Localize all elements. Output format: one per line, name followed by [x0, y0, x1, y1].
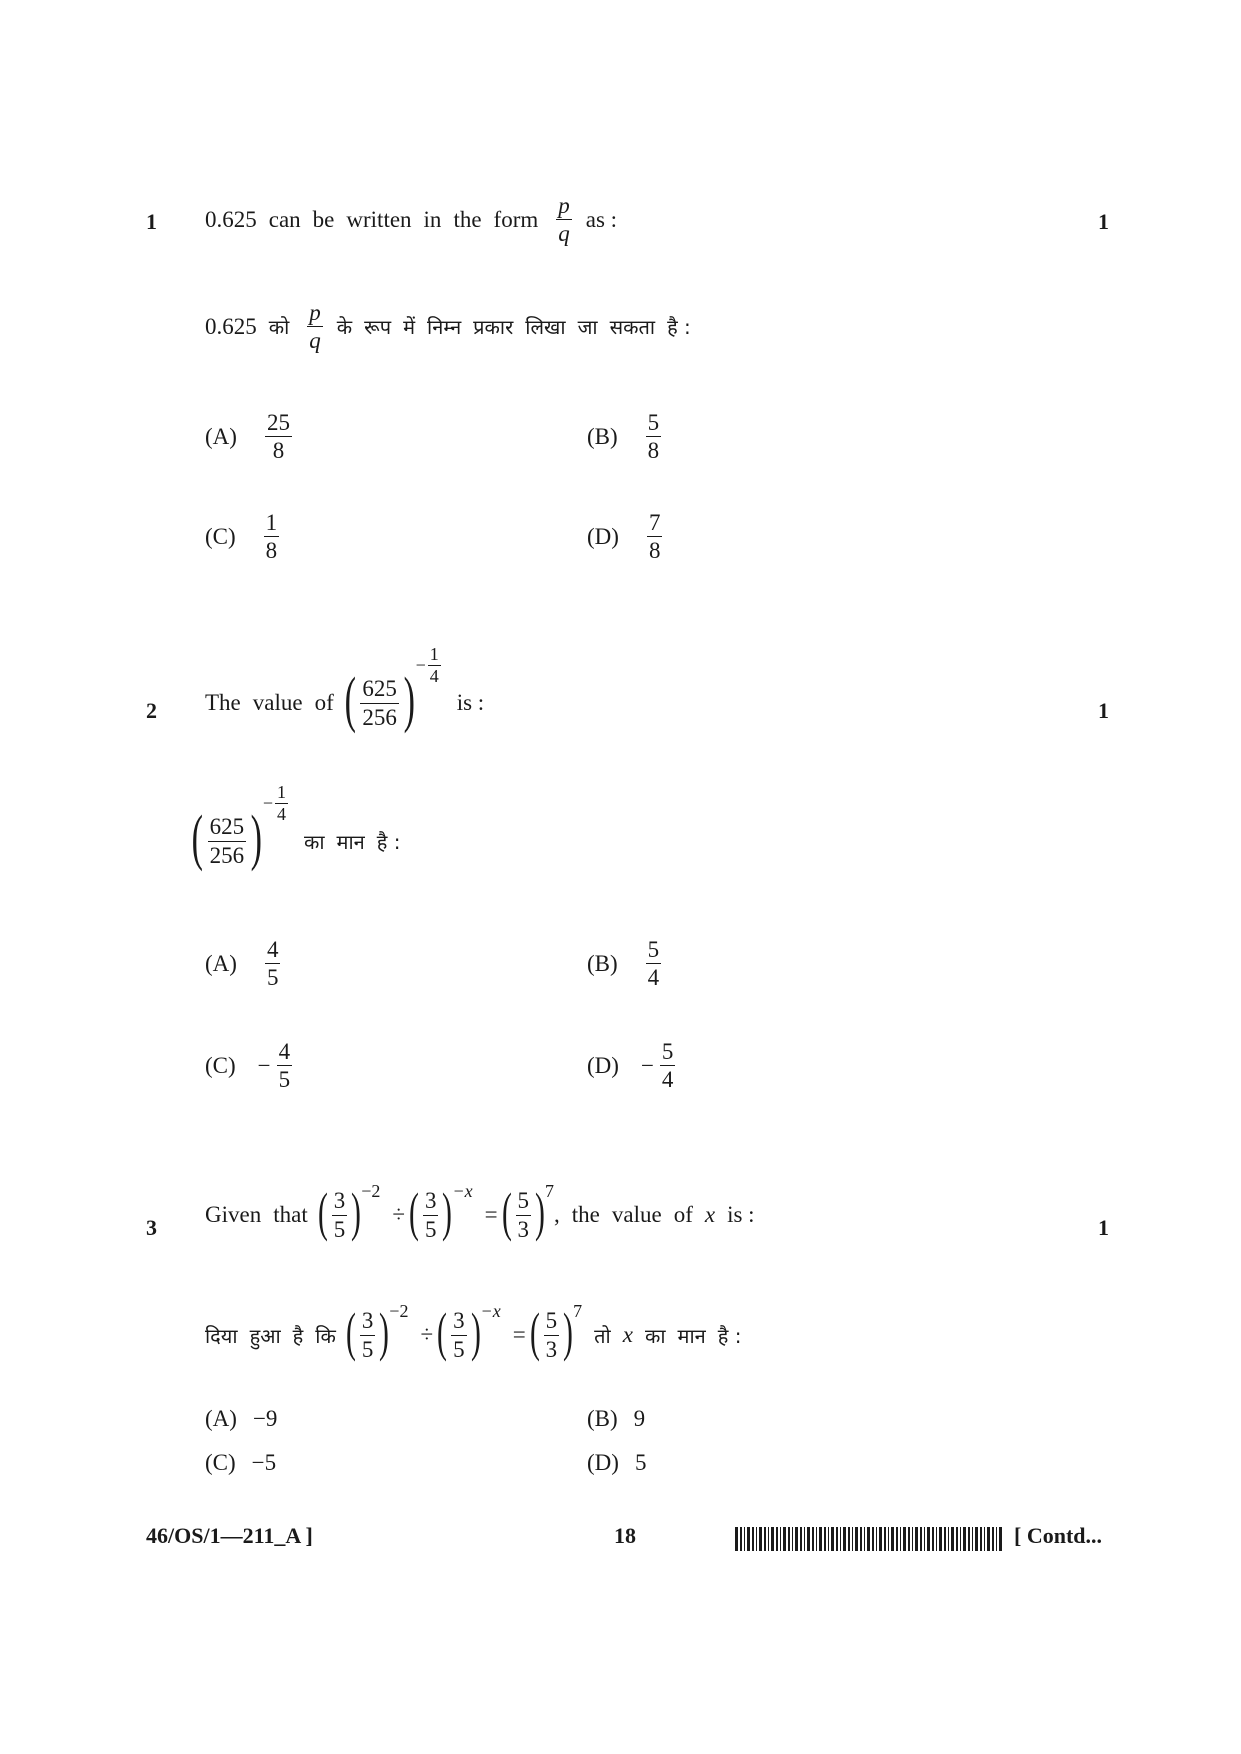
option-value: 9	[633, 1406, 646, 1431]
fraction-denominator: 256	[362, 704, 397, 730]
fraction	[360, 1308, 376, 1362]
fraction-denominator: 5	[333, 1216, 346, 1242]
fraction-numerator: 4	[265, 937, 281, 964]
math-expression	[529, 1300, 588, 1362]
q-word: दिया	[205, 1323, 238, 1348]
exponent: −x	[452, 1180, 473, 1201]
fraction	[332, 1188, 348, 1242]
divide-sign: ÷	[392, 1202, 405, 1227]
q-word: form	[493, 206, 539, 232]
fraction-numerator: 5	[544, 1308, 560, 1335]
divide-sign: ÷	[420, 1322, 434, 1347]
exponent	[263, 783, 290, 824]
left-paren-icon: (	[317, 1182, 328, 1242]
option-b[interactable]	[587, 410, 667, 464]
question-text-hi	[205, 1300, 753, 1362]
right-paren-icon: )	[250, 804, 263, 872]
fraction-numerator: 7	[647, 510, 663, 537]
option-value: −5	[251, 1450, 277, 1475]
fraction-denominator: 5	[424, 1216, 437, 1242]
option-a[interactable]	[205, 410, 298, 464]
fraction-numerator: 3	[423, 1188, 439, 1215]
fraction	[556, 193, 572, 247]
paper-code: 46/OS/1—211_A ]	[146, 1523, 313, 1548]
right-paren-icon: )	[379, 1302, 390, 1362]
question-text-en	[205, 193, 617, 247]
q-word: in	[423, 206, 442, 232]
q-word: के	[336, 315, 353, 340]
right-paren-icon: )	[470, 1302, 481, 1362]
option-label: (A)	[205, 1406, 237, 1431]
q-word: the	[453, 206, 482, 232]
question-marks: 1	[1098, 698, 1109, 723]
fraction-numerator: 5	[646, 937, 662, 964]
fraction-denominator: 4	[429, 665, 439, 686]
fraction-numerator: p	[556, 193, 572, 220]
math-expression	[345, 1300, 415, 1362]
page-number: 18	[614, 1523, 636, 1548]
option-c[interactable]	[205, 1450, 276, 1476]
option-label: (C)	[205, 523, 236, 549]
q-word: जा	[577, 315, 598, 340]
q-word: है	[292, 1323, 304, 1348]
fraction-numerator: 1	[264, 510, 280, 537]
option-label: (B)	[587, 950, 618, 976]
left-paren-icon: (	[345, 1302, 356, 1362]
fraction	[265, 937, 281, 991]
fraction-denominator: 5	[361, 1336, 374, 1362]
option-label: (D)	[587, 523, 619, 549]
continued-label: [ Contd...	[1014, 1523, 1103, 1548]
option-c[interactable]	[205, 510, 285, 564]
exponent: 7	[545, 1180, 555, 1201]
option-b[interactable]	[587, 1406, 645, 1432]
question-text-en	[205, 643, 485, 734]
q-word: is :	[456, 690, 485, 715]
fraction	[423, 1188, 439, 1242]
fraction-denominator: 3	[545, 1336, 558, 1362]
q-word: रूप	[364, 315, 392, 340]
option-b[interactable]	[587, 937, 667, 991]
option-sign: −	[257, 1052, 271, 1078]
left-paren-icon: (	[501, 1182, 512, 1242]
q-word: x	[704, 1202, 716, 1227]
left-paren-icon: (	[529, 1302, 540, 1362]
q-word: value	[611, 1202, 662, 1227]
fraction-numerator: 1	[429, 643, 439, 664]
option-label: (D)	[587, 1052, 619, 1078]
left-paren-icon: (	[437, 1302, 448, 1362]
fraction-numerator: 3	[451, 1308, 467, 1335]
option-value: 5	[634, 1450, 647, 1475]
exponent-sign: −	[262, 792, 273, 813]
q-word: The	[205, 690, 241, 715]
left-paren-icon: (	[191, 804, 204, 872]
equals-sign: =	[484, 1202, 498, 1227]
fraction	[264, 510, 280, 564]
fraction-denominator: 8	[648, 538, 661, 564]
q-word: is :	[727, 1202, 755, 1227]
fraction-numerator: 1	[276, 781, 286, 802]
fraction-denominator: 4	[276, 803, 286, 824]
fraction	[360, 676, 399, 730]
fraction-denominator: 5	[266, 965, 279, 991]
exponent: −2	[361, 1180, 381, 1201]
fraction	[516, 1188, 532, 1242]
question-marks: 1	[1098, 209, 1109, 234]
q-word: can	[268, 206, 301, 232]
fraction	[265, 410, 292, 464]
equals-sign: =	[512, 1322, 526, 1347]
q-word: of	[314, 690, 334, 715]
option-d[interactable]	[587, 1039, 681, 1093]
q-word: ,	[554, 1202, 560, 1227]
right-paren-icon: )	[403, 666, 415, 734]
fraction-denominator: 8	[272, 438, 285, 464]
math-expression	[317, 1180, 387, 1242]
right-paren-icon: )	[535, 1182, 545, 1242]
barcode-icon	[735, 1527, 1003, 1551]
q-word: का	[644, 1323, 666, 1348]
fraction-denominator: 4	[661, 1067, 674, 1093]
option-c[interactable]	[205, 1039, 298, 1093]
q-word: में	[403, 315, 416, 340]
left-paren-icon: (	[344, 666, 356, 734]
fraction-numerator: 3	[360, 1308, 376, 1335]
q-word: 0.625	[205, 206, 257, 232]
fraction-numerator: 25	[265, 410, 292, 437]
option-d[interactable]	[587, 510, 668, 564]
option-label: (C)	[205, 1450, 236, 1475]
q-word: कि	[315, 1323, 336, 1348]
option-sign: −	[640, 1052, 654, 1078]
right-paren-icon: )	[442, 1182, 453, 1242]
question-number: 1	[146, 209, 157, 234]
option-label: (A)	[205, 423, 237, 449]
q-word: है :	[667, 315, 691, 340]
q-word: मान	[336, 829, 365, 854]
fraction-numerator: 5	[646, 410, 662, 437]
fraction	[646, 410, 662, 464]
fraction-denominator: 8	[265, 538, 278, 564]
exponent: −2	[389, 1300, 409, 1321]
q-word: हुआ	[249, 1323, 281, 1348]
fraction-numerator: p	[307, 300, 323, 327]
fraction-denominator: 4	[647, 965, 660, 991]
option-a[interactable]	[205, 937, 286, 991]
fraction-denominator: 256	[209, 842, 245, 868]
math-expression	[501, 1180, 555, 1242]
question-text-en	[205, 1180, 755, 1242]
fraction	[544, 1308, 560, 1362]
fraction	[307, 300, 323, 354]
fraction-denominator: q	[309, 328, 321, 354]
q-word: मान	[677, 1323, 706, 1348]
option-label: (B)	[587, 423, 618, 449]
fraction	[646, 937, 662, 991]
q-word: 0.625	[205, 313, 257, 339]
q-word: that	[273, 1202, 308, 1227]
fraction-denominator: q	[558, 221, 570, 247]
math-expression	[409, 1180, 479, 1242]
q-word: है :	[376, 829, 401, 854]
q-word: written	[346, 206, 412, 232]
q-word: का	[303, 829, 325, 854]
option-label: (D)	[587, 1450, 619, 1475]
fraction-numerator: 5	[660, 1039, 676, 1066]
q-word: as :	[585, 206, 618, 232]
q-word: निम्न	[427, 315, 462, 340]
option-label: (C)	[205, 1052, 236, 1078]
fraction	[275, 783, 288, 824]
q-word: लिखा	[525, 315, 566, 340]
q-word: तो	[594, 1323, 611, 1348]
q-word: को	[268, 315, 290, 340]
math-expression	[191, 781, 296, 872]
left-paren-icon: (	[409, 1182, 419, 1242]
fraction-numerator: 625	[208, 814, 247, 841]
fraction-denominator: 8	[647, 438, 660, 464]
right-paren-icon: )	[351, 1182, 362, 1242]
fraction-denominator: 5	[278, 1067, 291, 1093]
fraction-numerator: 625	[360, 676, 399, 703]
math-expression	[344, 643, 449, 734]
option-value: −9	[252, 1406, 278, 1431]
q-word: प्रकार	[473, 315, 514, 340]
q-word: x	[622, 1322, 633, 1347]
question-number: 3	[146, 1215, 157, 1240]
fraction-numerator: 4	[277, 1039, 293, 1066]
fraction	[277, 1039, 293, 1093]
fraction	[647, 510, 663, 564]
q-word: value	[252, 690, 303, 715]
question-text-hi	[191, 781, 412, 872]
right-paren-icon: )	[563, 1302, 574, 1362]
exponent	[416, 645, 443, 686]
q-word: है :	[717, 1323, 742, 1348]
q-word: be	[312, 206, 335, 232]
fraction-denominator: 5	[453, 1336, 465, 1362]
q-word: सकता	[609, 315, 656, 340]
fraction	[660, 1039, 676, 1093]
fraction-denominator: 3	[517, 1216, 530, 1242]
fraction	[428, 645, 441, 686]
q-word: Given	[205, 1202, 262, 1227]
math-expression	[437, 1300, 507, 1362]
fraction-numerator: 5	[516, 1188, 532, 1215]
question-marks: 1	[1098, 1215, 1109, 1240]
exponent: −x	[480, 1300, 501, 1321]
option-a[interactable]	[205, 1406, 277, 1432]
option-label: (B)	[587, 1406, 618, 1431]
fraction	[451, 1308, 467, 1362]
fraction-numerator: 3	[332, 1188, 348, 1215]
q-word: the	[571, 1202, 600, 1227]
question-number: 2	[146, 698, 157, 723]
question-text-hi	[205, 300, 703, 354]
fraction	[208, 814, 247, 868]
q-word: of	[673, 1202, 693, 1227]
exponent: 7	[573, 1300, 583, 1321]
exponent-sign: −	[415, 654, 426, 675]
option-label: (A)	[205, 950, 237, 976]
option-d[interactable]	[587, 1450, 646, 1476]
